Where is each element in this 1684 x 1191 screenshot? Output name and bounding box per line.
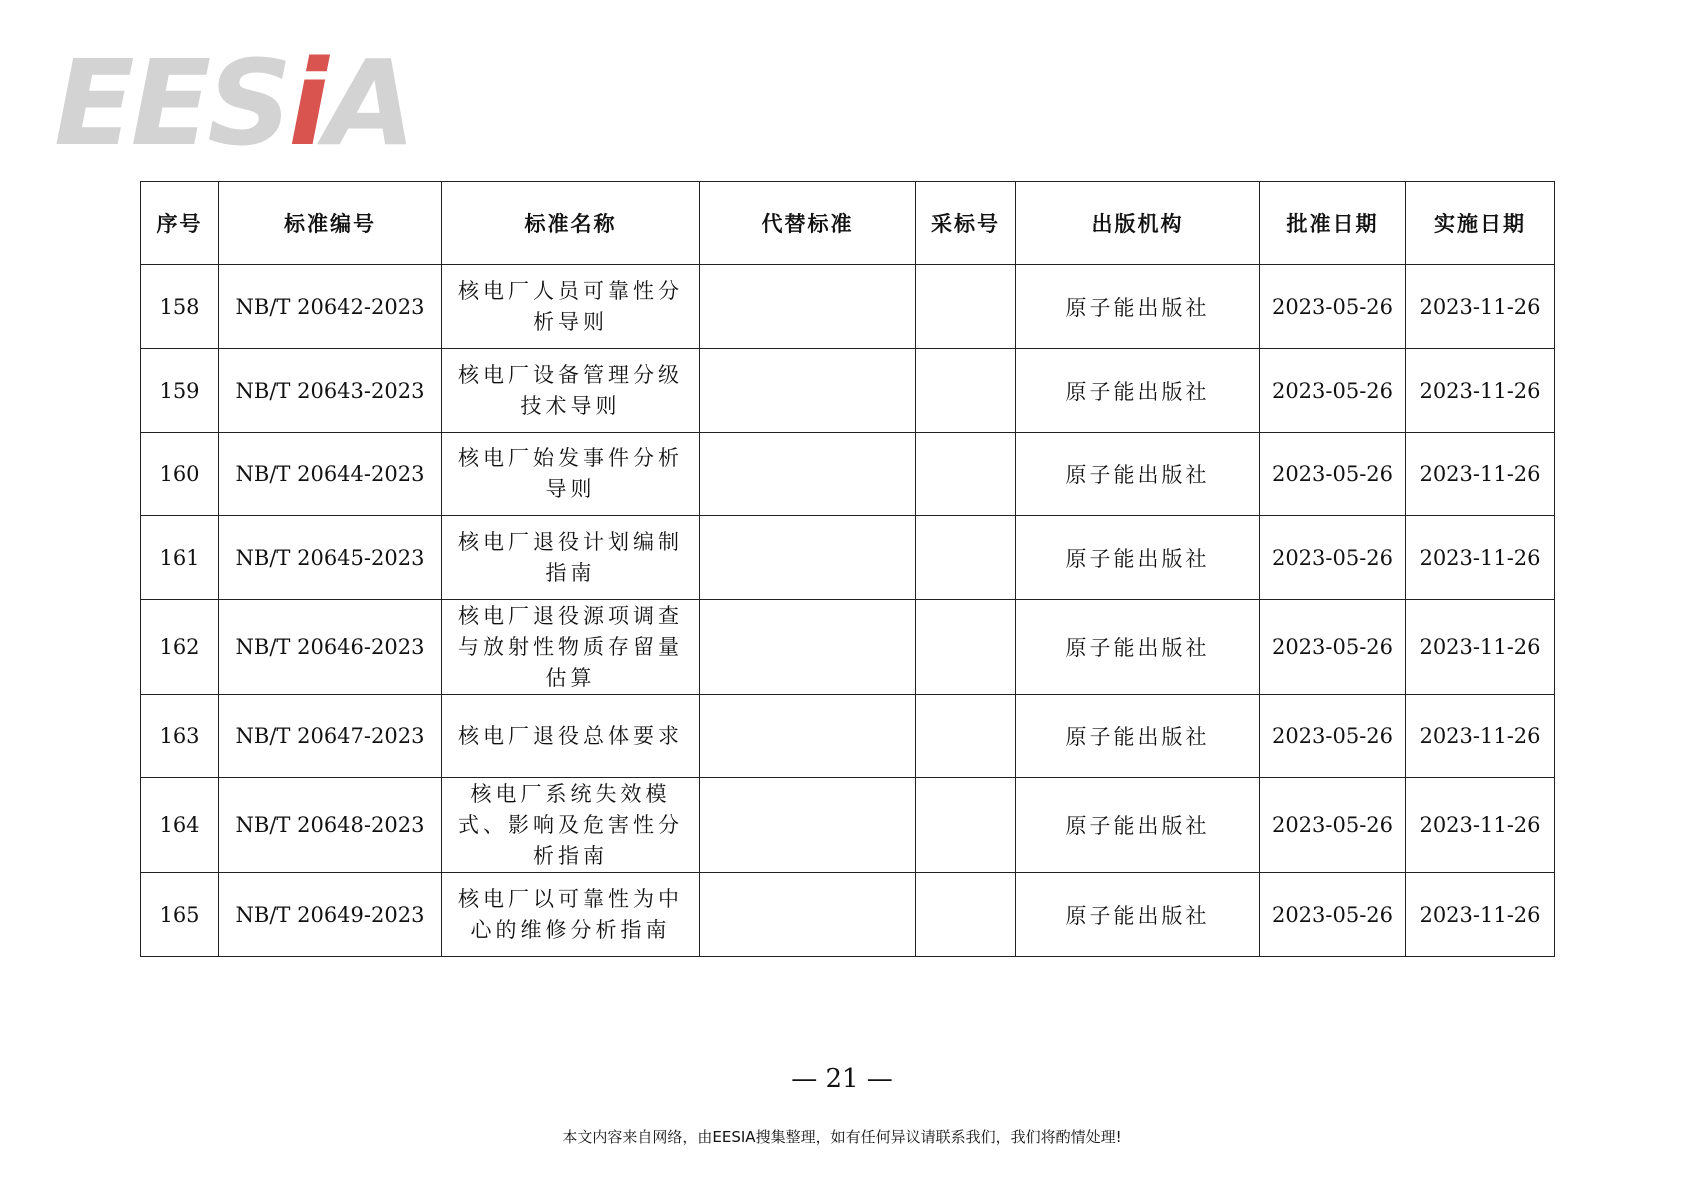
effective-date-cell: 2023-11-26 [1406, 265, 1555, 349]
header-cell: 标准编号 [219, 182, 442, 265]
publisher-cell: 原子能出版社 [1016, 349, 1260, 433]
code-cell: NB/T 20645-2023 [219, 516, 442, 600]
code-cell: NB/T 20643-2023 [219, 349, 442, 433]
adopted-cell [916, 265, 1016, 349]
code-cell: NB/T 20647-2023 [219, 695, 442, 778]
name-cell: 核电厂设备管理分级技术导则 [442, 349, 700, 433]
replaces-cell [700, 600, 916, 695]
header-cell: 批准日期 [1260, 182, 1406, 265]
publisher-cell: 原子能出版社 [1016, 433, 1260, 516]
code-cell: NB/T 20646-2023 [219, 600, 442, 695]
header-cell: 标准名称 [442, 182, 700, 265]
code-cell: NB/T 20642-2023 [219, 265, 442, 349]
code-cell: NB/T 20648-2023 [219, 778, 442, 873]
page-number: — 21 — [791, 1064, 893, 1094]
effective-date-cell: 2023-11-26 [1406, 695, 1555, 778]
adopted-cell [916, 873, 1016, 957]
approved-date-cell: 2023-05-26 [1260, 433, 1406, 516]
approved-date-cell: 2023-05-26 [1260, 600, 1406, 695]
effective-date-cell: 2023-11-26 [1406, 433, 1555, 516]
name-cell: 核电厂退役计划编制指南 [442, 516, 700, 600]
name-cell: 核电厂退役源项调查与放射性物质存留量估算 [442, 600, 700, 695]
replaces-cell [700, 349, 916, 433]
adopted-cell [916, 695, 1016, 778]
approved-date-cell: 2023-05-26 [1260, 349, 1406, 433]
replaces-cell [700, 873, 916, 957]
effective-date-cell: 2023-11-26 [1406, 873, 1555, 957]
publisher-cell: 原子能出版社 [1016, 265, 1260, 349]
approved-date-cell: 2023-05-26 [1260, 695, 1406, 778]
approved-date-cell: 2023-05-26 [1260, 778, 1406, 873]
serial-cell: 161 [141, 516, 219, 600]
publisher-cell: 原子能出版社 [1016, 873, 1260, 957]
adopted-cell [916, 600, 1016, 695]
serial-cell: 163 [141, 695, 219, 778]
approved-date-cell: 2023-05-26 [1260, 265, 1406, 349]
replaces-cell [700, 695, 916, 778]
code-cell: NB/T 20644-2023 [219, 433, 442, 516]
header-cell: 实施日期 [1406, 182, 1555, 265]
table-row [141, 873, 1555, 957]
adopted-cell [916, 349, 1016, 433]
serial-cell: 164 [141, 778, 219, 873]
effective-date-cell: 2023-11-26 [1406, 516, 1555, 600]
table-row [141, 265, 1555, 349]
table-row [141, 349, 1555, 433]
table-row [141, 600, 1555, 695]
table-row [141, 778, 1555, 873]
serial-cell: 162 [141, 600, 219, 695]
adopted-cell [916, 778, 1016, 873]
table-row [141, 516, 1555, 600]
replaces-cell [700, 265, 916, 349]
effective-date-cell: 2023-11-26 [1406, 778, 1555, 873]
table-header-row [141, 182, 1555, 265]
serial-cell: 160 [141, 433, 219, 516]
table-row [141, 695, 1555, 778]
serial-cell: 159 [141, 349, 219, 433]
publisher-cell: 原子能出版社 [1016, 600, 1260, 695]
standards-table [140, 181, 1555, 957]
replaces-cell [700, 778, 916, 873]
eesia-logo: EESiA [54, 34, 412, 172]
approved-date-cell: 2023-05-26 [1260, 873, 1406, 957]
table-row [141, 433, 1555, 516]
name-cell: 核电厂始发事件分析导则 [442, 433, 700, 516]
effective-date-cell: 2023-11-26 [1406, 349, 1555, 433]
code-cell: NB/T 20649-2023 [219, 873, 442, 957]
header-cell: 序号 [141, 182, 219, 265]
footer-disclaimer: 本文内容来自网络，由EESIA搜集整理，如有任何异议请联系我们，我们将酌情处理! [562, 1128, 1122, 1146]
name-cell: 核电厂退役总体要求 [442, 695, 700, 778]
publisher-cell: 原子能出版社 [1016, 516, 1260, 600]
header-cell: 采标号 [916, 182, 1016, 265]
adopted-cell [916, 516, 1016, 600]
header-cell: 出版机构 [1016, 182, 1260, 265]
header-cell: 代替标准 [700, 182, 916, 265]
replaces-cell [700, 433, 916, 516]
name-cell: 核电厂以可靠性为中心的维修分析指南 [442, 873, 700, 957]
publisher-cell: 原子能出版社 [1016, 778, 1260, 873]
publisher-cell: 原子能出版社 [1016, 695, 1260, 778]
name-cell: 核电厂系统失效模式、影响及危害性分析指南 [442, 778, 700, 873]
effective-date-cell: 2023-11-26 [1406, 600, 1555, 695]
adopted-cell [916, 433, 1016, 516]
serial-cell: 158 [141, 265, 219, 349]
serial-cell: 165 [141, 873, 219, 957]
replaces-cell [700, 516, 916, 600]
name-cell: 核电厂人员可靠性分析导则 [442, 265, 700, 349]
approved-date-cell: 2023-05-26 [1260, 516, 1406, 600]
